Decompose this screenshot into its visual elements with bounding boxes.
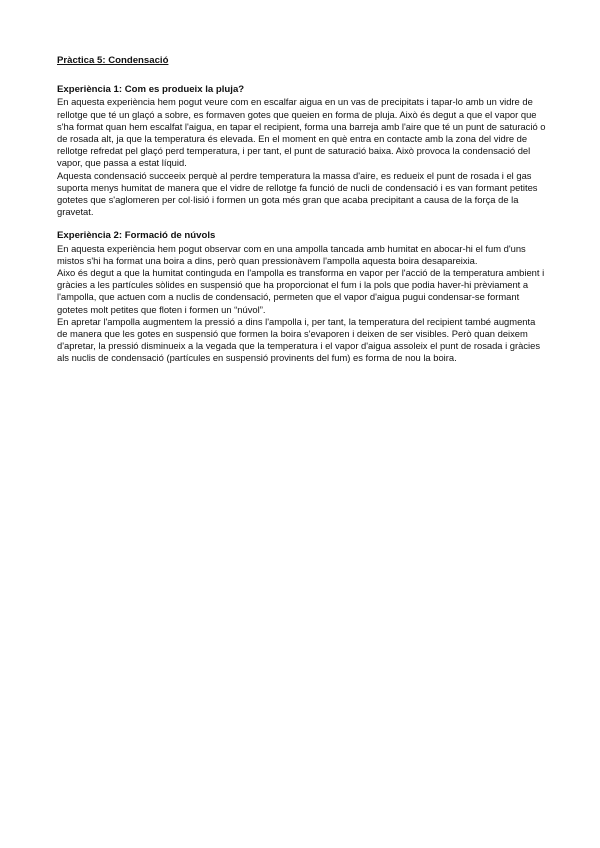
section-experiencia-2 <box>57 230 547 364</box>
paragraph: En aquesta experiència hem pogut observar com en una ampolla tancada amb humitat en abocar-hi el fum d'uns mistos s'hi ha format una boira a dins, però quan pressionàvem l'ampolla aquesta boira desapareixia. <box>57 242 526 266</box>
paragraph: Aquesta condensació succeeix perquè al perdre temperatura la massa d'aire, es redueix el punt de rosada i el gas suporta menys humitat de manera que el vidre de rellotge fa funció de nucli de condensació i es van formant petites gotetes que s'aglomeren per col·lisió i formen un gota més gran que acaba precipitant a causa de la força de la gravetat. <box>57 169 538 218</box>
section-experiencia-1 <box>57 84 547 218</box>
document-title: Pràctica 5: Condensació <box>57 55 169 66</box>
paragraph: En aquesta experiència hem pogut veure com en escalfar aigua en un vas de precipitats i tapar-lo amb un vidre de rellotge que té un glaçó a sobre, es formaven gotes que queien en forma de pluja. Això és degut a que el vapor que s'ha format quan hem escalfat l'aigua, en tapar el recipient, forma una barreja amb l'aire que té un punt de saturació o de rosada alt, ja que la temperatura és elevada. En el moment en què entra en contacte amb la zona del vidre de rellotge refredat pel glaçó perd temperatura, i per tant, el punt de saturació baixa. Això provoca la condensació del vapor, que passa a estat líquid. <box>57 96 546 169</box>
section-heading: Experiència 2: Formació de núvols <box>57 230 216 242</box>
paragraph: Aixo és degut a que la humitat continguda en l'ampolla es transforma en vapor per l'acció de la temperatura ambient i gràcies a les partícules sòlides en suspensió que ha proporcionat el fum i la pols que podia haver-hi prèviament a l'ampolla, que actuen com a nuclis de condensació, permeten que el vapor d'aigua pugui condensar-se formant gotetes molt petites que floten i formen un “núvol”. <box>57 267 545 315</box>
document-page <box>57 55 547 377</box>
paragraph: En apretar l'ampolla augmentem la pressió a dins l'ampolla i, per tant, la temperatura del recipient també augmenta de manera que les gotes en suspensió que formen la boira s'evaporen i deixen de ser visibles. Però quan deixem d'apretar, la pressió disminueix a la vegada que la temperatura i el vapor d'aigua assoleix el punt de rosada i gràcies als nuclis de condensació (partícules en suspensió provinents del fum) es forma de nou la boira. <box>57 315 541 364</box>
section-heading: Experiència 1: Com es produeix la pluja? <box>57 84 245 96</box>
